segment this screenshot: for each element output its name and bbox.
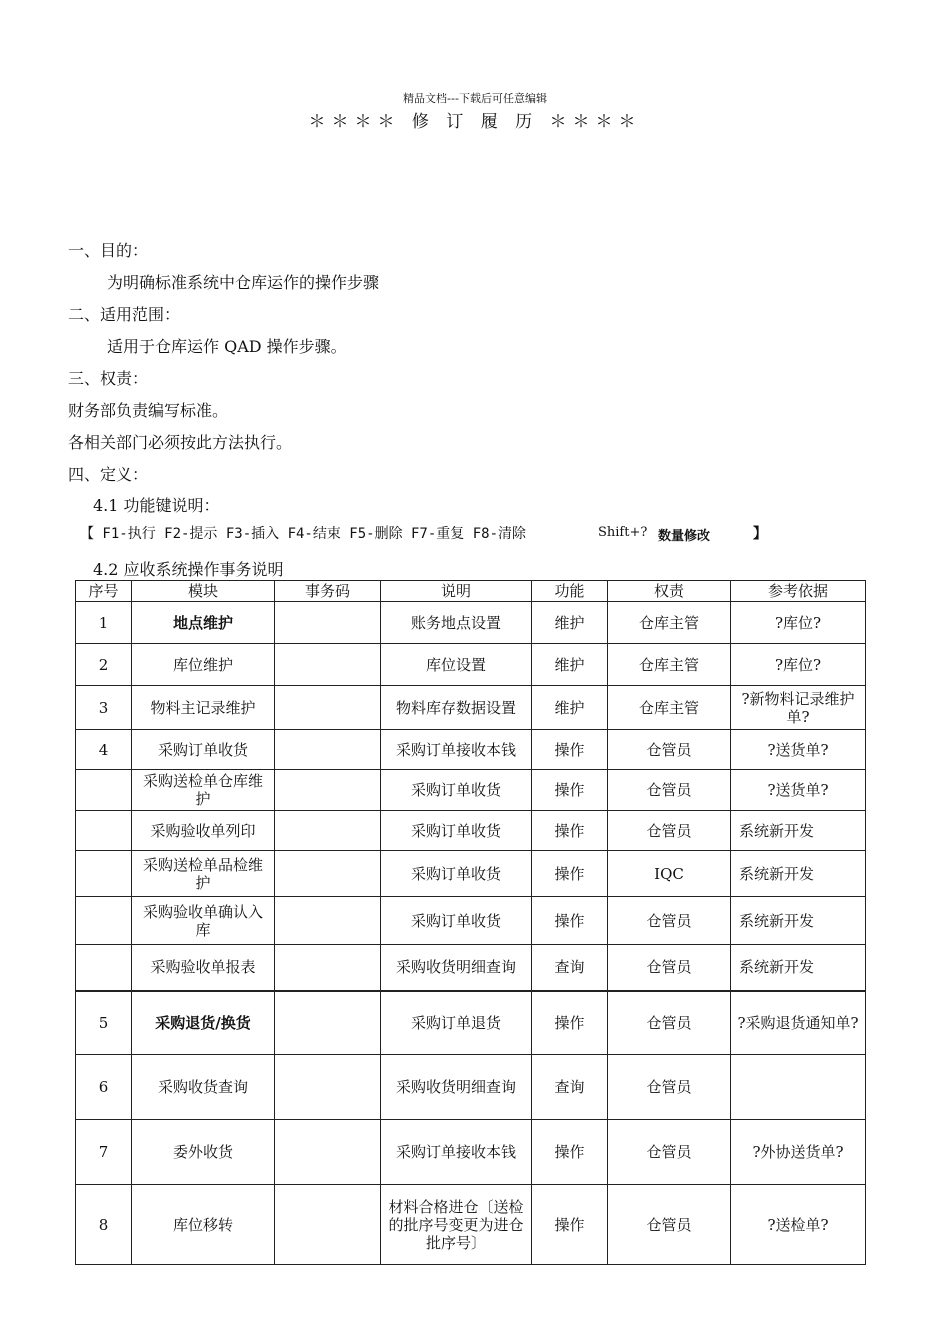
header-ref: 参考依据 xyxy=(731,581,866,602)
cell-module: 采购送检单仓库维护 xyxy=(132,770,275,811)
header-role: 权责 xyxy=(608,581,731,602)
operations-table xyxy=(75,580,866,1265)
header-desc: 说明 xyxy=(381,581,532,602)
cell-no xyxy=(76,770,132,811)
cell-ref: 系统新开发 xyxy=(731,897,866,945)
cell-desc: 采购订单收货 xyxy=(381,897,532,945)
cell-no: 7 xyxy=(76,1120,132,1185)
cell-ref: 系统新开发 xyxy=(731,851,866,897)
cell-module: 采购验收单报表 xyxy=(132,945,275,991)
table-header-row xyxy=(76,581,866,602)
cell-role: 仓管员 xyxy=(608,991,731,1055)
table-row xyxy=(76,945,866,991)
cell-role: IQC xyxy=(608,851,731,897)
cell-func: 操作 xyxy=(532,770,608,811)
section-1-text: 为明确标准系统中仓库运作的操作步骤 xyxy=(107,273,380,292)
cell-ref: ?外协送货单? xyxy=(731,1120,866,1185)
table-row xyxy=(76,1120,866,1185)
cell-no xyxy=(76,851,132,897)
cell-module: 采购退货/换货 xyxy=(132,991,275,1055)
cell-func: 操作 xyxy=(532,1120,608,1185)
section-3-text-2: 各相关部门必须按此方法执行。 xyxy=(68,433,293,452)
cell-desc: 采购订单收货 xyxy=(381,811,532,851)
cell-desc: 采购订单收货 xyxy=(381,770,532,811)
cell-code xyxy=(275,945,381,991)
cell-role: 仓管员 xyxy=(608,1120,731,1185)
cell-module: 采购订单收货 xyxy=(132,730,275,770)
cell-ref: 系统新开发 xyxy=(731,945,866,991)
function-keys-close-bracket: 】 xyxy=(753,526,767,542)
cell-ref: 系统新开发 xyxy=(731,811,866,851)
cell-func: 操作 xyxy=(532,730,608,770)
cell-func: 操作 xyxy=(532,851,608,897)
table-row xyxy=(76,686,866,730)
cell-func: 查询 xyxy=(532,1055,608,1120)
table-row xyxy=(76,730,866,770)
section-4-2-heading: 4.2 应收系统操作事务说明 xyxy=(93,560,284,579)
cell-no: 4 xyxy=(76,730,132,770)
section-1-heading: 一、目的： xyxy=(68,241,149,260)
cell-func: 维护 xyxy=(532,602,608,644)
table-row xyxy=(76,991,866,1055)
section-4-heading: 四、定义： xyxy=(68,465,149,484)
cell-code xyxy=(275,730,381,770)
cell-no: 2 xyxy=(76,644,132,686)
cell-func: 操作 xyxy=(532,897,608,945)
cell-ref: ?送检单? xyxy=(731,1185,866,1265)
table-row xyxy=(76,897,866,945)
cell-desc: 采购订单接收本钱 xyxy=(381,730,532,770)
cell-role: 仓管员 xyxy=(608,1185,731,1265)
cell-ref: ?采购退货通知单? xyxy=(731,991,866,1055)
function-keys-text: 【 F1-执行 F2-提示 F3-插入 F4-结束 F5-删除 F7-重复 F8-清除 xyxy=(80,526,527,542)
cell-no: 3 xyxy=(76,686,132,730)
cell-module: 采购验收单确认入库 xyxy=(132,897,275,945)
cell-ref xyxy=(731,1055,866,1120)
header-module: 模块 xyxy=(132,581,275,602)
cell-module: 采购收货查询 xyxy=(132,1055,275,1120)
table-row xyxy=(76,811,866,851)
cell-func: 操作 xyxy=(532,811,608,851)
function-keys-line xyxy=(80,523,767,544)
cell-desc: 采购订单收货 xyxy=(381,851,532,897)
cell-role: 仓库主管 xyxy=(608,686,731,730)
cell-module: 委外收货 xyxy=(132,1120,275,1185)
cell-module: 采购验收单列印 xyxy=(132,811,275,851)
cell-module: 库位维护 xyxy=(132,644,275,686)
cell-ref: ?送货单? xyxy=(731,770,866,811)
table-row xyxy=(76,851,866,897)
table-row xyxy=(76,644,866,686)
cell-no xyxy=(76,945,132,991)
quantity-edit-text: 数量修改 xyxy=(658,529,711,544)
table-row xyxy=(76,602,866,644)
shift-key-text: Shift+? xyxy=(598,525,648,540)
cell-ref: ?库位? xyxy=(731,644,866,686)
cell-code xyxy=(275,770,381,811)
table-row xyxy=(76,1055,866,1120)
cell-role: 仓管员 xyxy=(608,1055,731,1120)
cell-desc: 账务地点设置 xyxy=(381,602,532,644)
cell-role: 仓管员 xyxy=(608,897,731,945)
cell-code xyxy=(275,897,381,945)
cell-role: 仓库主管 xyxy=(608,602,731,644)
header-no: 序号 xyxy=(76,581,132,602)
cell-code xyxy=(275,644,381,686)
section-3-text-1: 财务部负责编写标准。 xyxy=(68,401,229,420)
cell-no: 6 xyxy=(76,1055,132,1120)
cell-code xyxy=(275,1185,381,1265)
cell-module: 采购送检单品检维护 xyxy=(132,851,275,897)
cell-module: 物料主记录维护 xyxy=(132,686,275,730)
cell-no: 5 xyxy=(76,991,132,1055)
cell-no xyxy=(76,811,132,851)
document-title: ＊＊＊＊ 修 订 履 历 ＊＊＊＊ xyxy=(308,112,642,132)
cell-code xyxy=(275,1120,381,1185)
cell-ref: ?新物料记录维护单? xyxy=(731,686,866,730)
section-3-heading: 三、权责： xyxy=(68,369,149,388)
cell-code xyxy=(275,991,381,1055)
header-code: 事务码 xyxy=(275,581,381,602)
cell-func: 操作 xyxy=(532,991,608,1055)
cell-func: 查询 xyxy=(532,945,608,991)
cell-desc: 物料库存数据设置 xyxy=(381,686,532,730)
cell-module: 地点维护 xyxy=(132,602,275,644)
cell-desc: 采购订单接收本钱 xyxy=(381,1120,532,1185)
cell-func: 维护 xyxy=(532,644,608,686)
table-row xyxy=(76,1185,866,1265)
cell-func: 操作 xyxy=(532,1185,608,1265)
cell-desc: 采购订单退货 xyxy=(381,991,532,1055)
cell-desc: 材料合格进仓〔送检的批序号变更为进仓批序号〕 xyxy=(381,1185,532,1265)
cell-desc: 采购收货明细查询 xyxy=(381,945,532,991)
table-row xyxy=(76,770,866,811)
cell-no: 8 xyxy=(76,1185,132,1265)
cell-code xyxy=(275,851,381,897)
cell-role: 仓库主管 xyxy=(608,644,731,686)
cell-role: 仓管员 xyxy=(608,945,731,991)
header-note: 精品文档---下载后可任意编辑 xyxy=(403,92,547,105)
cell-ref: ?库位? xyxy=(731,602,866,644)
section-4-1-heading: 4.1 功能键说明： xyxy=(93,496,220,515)
cell-no xyxy=(76,897,132,945)
cell-code xyxy=(275,811,381,851)
section-2-text: 适用于仓库运作 QAD 操作步骤。 xyxy=(107,337,347,356)
header-func: 功能 xyxy=(532,581,608,602)
section-2-heading: 二、适用范围： xyxy=(68,305,181,324)
cell-desc: 库位设置 xyxy=(381,644,532,686)
cell-role: 仓管员 xyxy=(608,811,731,851)
cell-code xyxy=(275,1055,381,1120)
cell-role: 仓管员 xyxy=(608,770,731,811)
cell-no: 1 xyxy=(76,602,132,644)
cell-func: 维护 xyxy=(532,686,608,730)
cell-code xyxy=(275,602,381,644)
cell-module: 库位移转 xyxy=(132,1185,275,1265)
cell-desc: 采购收货明细查询 xyxy=(381,1055,532,1120)
cell-code xyxy=(275,686,381,730)
cell-ref: ?送货单? xyxy=(731,730,866,770)
cell-role: 仓管员 xyxy=(608,730,731,770)
